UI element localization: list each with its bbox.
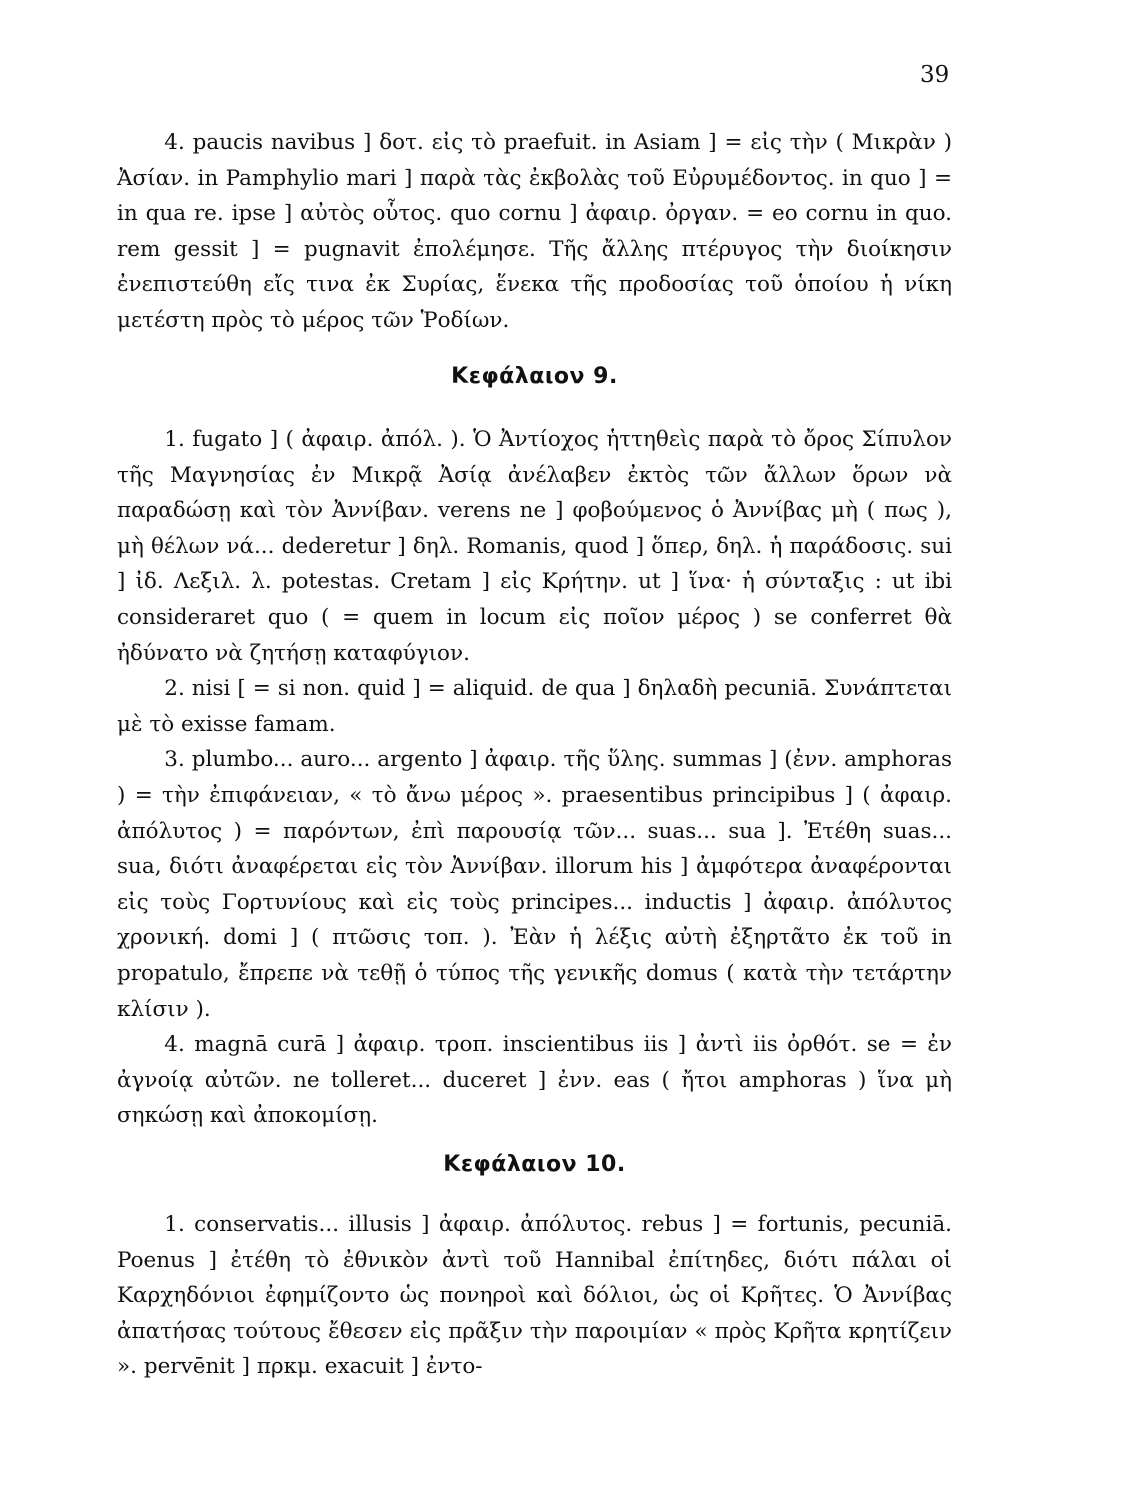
page-number: 39 — [920, 62, 950, 88]
chapter-10-heading: Κεφάλαιον 10. — [443, 1152, 626, 1177]
paragraph: 1. fugato ] ( ἀφαιρ. ἀπόλ. ). Ὁ Ἀντίοχος ἡττηθεὶς παρὰ τὸ ὄρος Σίπυλον τῆς Μαγνησίας ἐν Μικρᾷ Ἀσίᾳ ἀνέλαβεν ἐκτὸς τῶν ἄλλων ὅρων νὰ παραδώσῃ καὶ τὸν Ἀννίβαν. verens ne ] φοβούμενος ὁ Ἀννίβας μὴ ( πως ), μὴ θέλων νά... dederetur ] δηλ. Romanis, quod ] ὅπερ, δηλ. ἡ παράδοσις. sui ] ἰδ. Λεξιλ. λ. potestas. Cretam ] εἰς Κρήτην. ut ] ἵνα· ἡ σύνταξις : ut ibi consideraret quo ( = quem in locum εἰς ποῖον μέρος ) se conferret θὰ ἠδύνατο νὰ ζητήσῃ καταφύγιον. — [117, 427, 952, 666]
paragraph: 2. nisi [ = si non. quid ] = aliquid. de qua ] δηλαδὴ pecuniā. Συνάπτεται μὲ τὸ exisse famam. — [117, 676, 952, 737]
chapter-10-text — [117, 1207, 952, 1385]
chapter-9-text — [117, 422, 952, 1134]
paragraph: 4. paucis navibus ] δοτ. εἰς τὸ praefuit. in Asiam ] = εἰς τὴν ( Μικρὰν ) Ἀσίαν. in Pamphylio mari ] παρὰ τὰς ἐκβολὰς τοῦ Εὐρυμέδοντος. in quo ] = in qua re. ipse ] αὐτὸς οὗτος. quo cornu ] ἀφαιρ. ὀργαν. = eo cornu in quo. rem gessit ] = pugnavit ἐπολέμησε. Τῆς ἄλλης πτέρυγος τὴν διοίκησιν ἐνεπιστεύθη εἴς τινα ἐκ Συρίας, ἕνεκα τῆς προδοσίας τοῦ ὁποίου ἡ νίκη μετέστη πρὸς τὸ μέρος τῶν Ῥοδίων. — [117, 130, 952, 333]
chapter-9-heading: Κεφάλαιον 9. — [451, 364, 618, 389]
paragraph: 1. conservatis... illusis ] ἀφαιρ. ἀπόλυτος. rebus ] = fortunis, pecuniā. Poenus ] ἐτέθη τὸ ἐθνικὸν ἀντὶ τοῦ Hannibal ἐπίτηδες, διότι πάλαι οἱ Καρχηδόνιοι ἐφημίζοντο ὡς πονηροὶ καὶ δόλιοι, ὡς οἱ Κρῆτες. Ὁ Ἀννίβας ἀπατήσας τούτους ἔθεσεν εἰς πρᾶξιν τὴν παροιμίαν « πρὸς Κρῆτα κρητίζειν ». pervēnit ] πρκμ. exacuit ] ἐντο- — [117, 1212, 952, 1380]
prev-section-text — [117, 125, 952, 339]
paragraph: 4. magnā curā ] ἀφαιρ. τροπ. inscientibus iis ] ἀντὶ iis ὀρθότ. se = ἐν ἀγνοίᾳ αὐτῶν. ne tolleret... duceret ] ἐνν. eas ( ἤτοι amphoras ) ἵνα μὴ σηκώσῃ καὶ ἀποκομίσῃ. — [117, 1032, 952, 1129]
paragraph: 3. plumbo... auro... argento ] ἀφαιρ. τῆς ὕλης. summas ] (ἐνν. amphoras ) = τὴν ἐπιφάνειαν, « τὸ ἄνω μέρος ». praesentibus principibus ] ( ἀφαιρ. ἀπόλυτος ) = παρόντων, ἐπὶ παρουσίᾳ τῶν... suas... sua ]. Ἐτέθη suas... sua, διότι ἀναφέρεται εἰς τὸν Ἀννίβαν. illorum his ] ἀμφότερα ἀναφέρονται εἰς τοὺς Γορτυνίους καὶ εἰς τοὺς principes... inductis ] ἀφαιρ. ἀπόλυτος χρονική. domi ] ( πτῶσις τοπ. ). Ἐὰν ἡ λέξις αὐτὴ ἐξηρτᾶτο ἐκ τοῦ in propatulo, ἔπρεπε νὰ τεθῇ ὁ τύπος τῆς γενικῆς domus ( κατὰ τὴν τετάρτην κλίσιν ). — [117, 747, 952, 1022]
